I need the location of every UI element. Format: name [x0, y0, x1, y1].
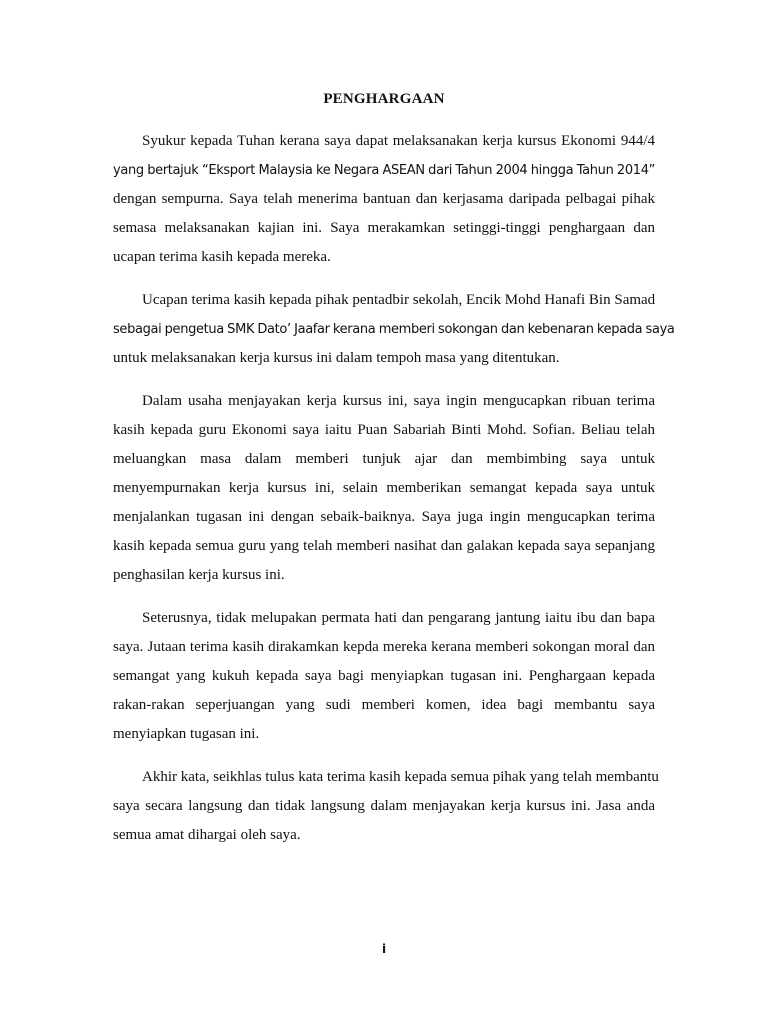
- paragraph-line: menjalankan tugasan ini dengan sebaik-baiknya. Saya juga ingin mengucapkan terima: [113, 509, 655, 525]
- paragraph-line: penghasilan kerja kursus ini.: [113, 567, 285, 583]
- paragraph-line: yang bertajuk “Eksport Malaysia ke Negara ASEAN dari Tahun 2004 hingga Tahun 2014”: [113, 163, 655, 178]
- paragraph-line: Ucapan terima kasih kepada pihak pentadbir sekolah, Encik Mohd Hanafi Bin Samad: [142, 292, 656, 308]
- paragraph-line: kasih kepada guru Ekonomi saya iaitu Puan Sabariah Binti Mohd. Sofian. Beliau telah: [113, 422, 655, 438]
- paragraph-line: saya secara langsung dan tidak langsung dalam menjayakan kerja kursus ini. Jasa anda: [113, 798, 655, 814]
- page-title: PENGHARGAAN: [323, 91, 445, 107]
- paragraph-line: Syukur kepada Tuhan kerana saya dapat melaksanakan kerja kursus Ekonomi 944/4: [142, 133, 655, 149]
- document-body: [113, 127, 675, 864]
- paragraph-3: [113, 387, 655, 590]
- paragraph-line: Seterusnya, tidak melupakan permata hati dan pengarang jantung iaitu ibu dan bapa: [142, 610, 655, 626]
- paragraph-line: untuk melaksanakan kerja kursus ini dalam tempoh masa yang ditentukan.: [113, 350, 560, 366]
- paragraph-line: meluangkan masa dalam memberi tunjuk ajar dan membimbing saya untuk: [113, 451, 655, 467]
- paragraph-1: [113, 127, 655, 272]
- paragraph-line: semangat yang kukuh kepada saya bagi menyiapkan tugasan ini. Penghargaan kepada: [113, 668, 655, 684]
- paragraph-4: [113, 604, 655, 749]
- paragraph-line: menyempurnakan kerja kursus ini, selain memberikan semangat kepada saya untuk: [113, 480, 655, 496]
- paragraph-line: sebagai pengetua SMK Dato’ Jaafar kerana memberi sokongan dan kebenaran kepada saya: [113, 322, 675, 337]
- paragraph-5: [113, 763, 659, 850]
- paragraph-line: dengan sempurna. Saya telah menerima bantuan dan kerjasama daripada pelbagai pihak: [113, 191, 655, 207]
- paragraph-line: Akhir kata, seikhlas tulus kata terima kasih kepada semua pihak yang telah membantu: [142, 769, 659, 785]
- paragraph-line: kasih kepada semua guru yang telah memberi nasihat dan galakan kepada saya sepanjang: [113, 538, 655, 554]
- paragraph-line: saya. Jutaan terima kasih dirakamkan kepda mereka kerana memberi sokongan moral dan: [113, 639, 655, 655]
- paragraph-line: semasa melaksanakan kajian ini. Saya merakamkan setinggi-tinggi penghargaan dan: [113, 220, 655, 236]
- paragraph-line: menyiapkan tugasan ini.: [113, 726, 260, 742]
- paragraph-line: semua amat dihargai oleh saya.: [113, 827, 301, 843]
- paragraph-line: rakan-rakan seperjuangan yang sudi memberi komen, idea bagi membantu saya: [113, 697, 655, 713]
- paragraph-line: Dalam usaha menjayakan kerja kursus ini, saya ingin mengucapkan ribuan terima: [142, 393, 655, 409]
- paragraph-2: [113, 286, 675, 373]
- paragraph-line: ucapan terima kasih kepada mereka.: [113, 249, 331, 265]
- page-number: i: [381, 942, 387, 956]
